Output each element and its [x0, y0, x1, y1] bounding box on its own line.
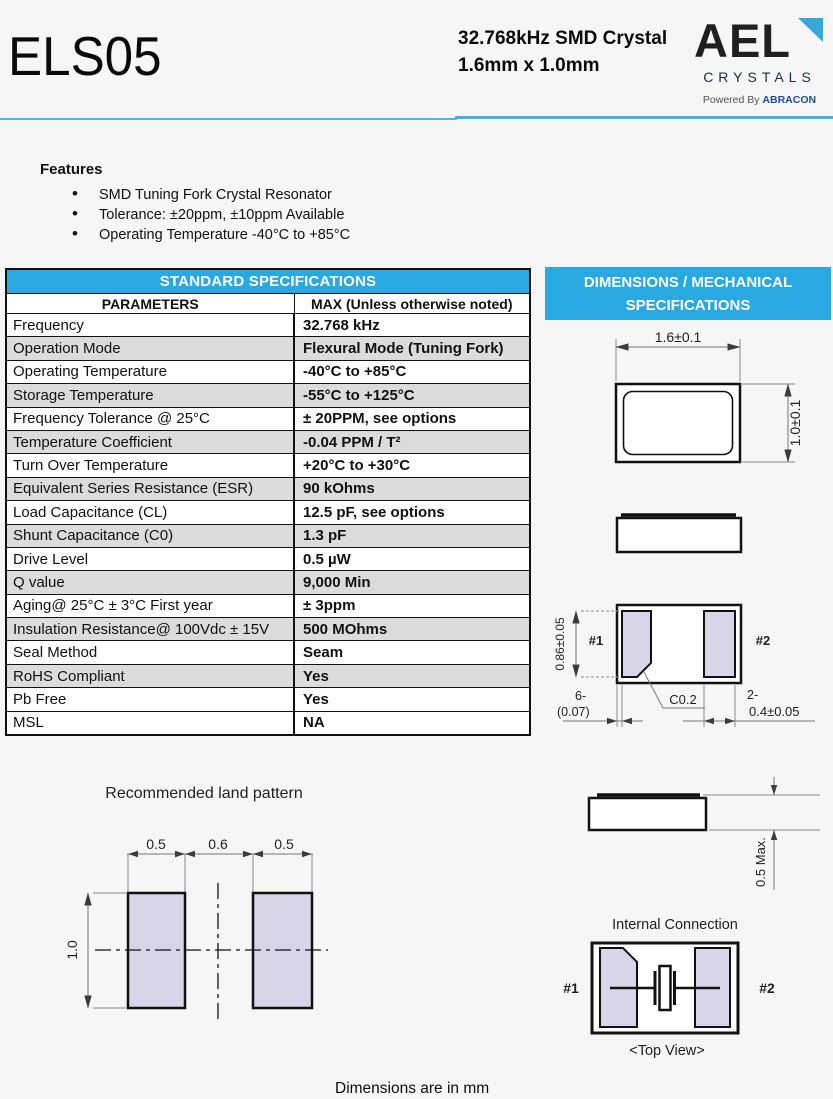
land-pattern-drawing	[50, 780, 400, 1065]
subtitle-line2: 1.6mm x 1.0mm	[458, 55, 600, 76]
spec-param: Operation Mode	[6, 337, 294, 360]
spec-param: MSL	[6, 711, 294, 734]
dimensions-panel-header	[545, 267, 831, 320]
spec-param: Q value	[6, 571, 294, 594]
ael-logo-triangle	[798, 18, 823, 42]
footer-note: Dimensions are in mm	[335, 1080, 490, 1097]
spec-param: Temperature Coefficient	[6, 430, 294, 453]
feature-item: • SMD Tuning Fork Crystal Resonator	[72, 185, 350, 205]
spec-param: Storage Temperature	[6, 384, 294, 407]
ael-logo	[686, 15, 833, 106]
spec-param: RoHS Compliant	[6, 664, 294, 687]
feature-item: • Tolerance: ±20ppm, ±10ppm Available	[72, 205, 350, 225]
table-row	[6, 314, 530, 337]
product-subtitle	[458, 25, 667, 79]
bottom-view-corner-dim: (0.07)	[557, 705, 590, 719]
header-divider-right	[455, 116, 833, 119]
table-row	[6, 618, 530, 641]
powered-by-text: Powered By	[702, 94, 763, 106]
column-header-parameters: PARAMETERS	[6, 294, 294, 314]
spec-value: 12.5 pF, see options	[294, 501, 530, 524]
spec-value: -55°C to +125°C	[294, 384, 530, 407]
internal-connection-drawing	[563, 917, 775, 1059]
spec-value: 9,000 Min	[294, 571, 530, 594]
top-view-outline	[616, 384, 740, 462]
spec-value: 32.768 kHz	[294, 314, 530, 337]
top-view-height-dim: 1.0±0.1	[787, 399, 803, 447]
table-row	[6, 477, 530, 500]
table-row	[6, 360, 530, 383]
spec-param: Turn Over Temperature	[6, 454, 294, 477]
table-row	[6, 594, 530, 617]
table-header-row	[6, 294, 530, 314]
bottom-view-chamfer-dim: C0.2	[669, 692, 697, 707]
ael-logo-wordmark: CRYSTALS	[703, 69, 816, 85]
internal-connection-title: Internal Connection	[612, 917, 738, 933]
bottom-view-pad1-label: #1	[588, 633, 604, 648]
table-title: STANDARD SPECIFICATIONS	[6, 269, 530, 294]
bottom-view-pad-width-dim: 0.4±0.05	[749, 704, 800, 719]
internal-connection-pad2-label: #2	[759, 980, 775, 996]
spec-param: Insulation Resistance@ 100Vdc ± 15V	[6, 618, 294, 641]
spec-param: Equivalent Series Resistance (ESR)	[6, 477, 294, 500]
spec-value: 90 kOhms	[294, 477, 530, 500]
side-view-drawing	[617, 515, 741, 552]
spec-param: Pb Free	[6, 688, 294, 711]
spec-value: Yes	[294, 688, 530, 711]
spec-value: NA	[294, 711, 530, 734]
internal-connection-caption: <Top View>	[629, 1043, 705, 1059]
mechanical-drawings	[543, 325, 833, 1065]
ael-logo-letters: AEL	[693, 15, 791, 63]
spec-value: ± 20PPM, see options	[294, 407, 530, 430]
internal-connection-pad1-label: #1	[563, 980, 579, 996]
bottom-view-pad1	[622, 611, 651, 677]
spec-value: Seam	[294, 641, 530, 664]
spec-value: +20°C to +30°C	[294, 454, 530, 477]
spec-param: Frequency	[6, 314, 294, 337]
header-divider-left	[0, 118, 457, 120]
bottom-view-drawing	[553, 605, 815, 727]
side-view-body	[617, 518, 741, 552]
spec-value: 1.3 pF	[294, 524, 530, 547]
spec-value: ± 3ppm	[294, 594, 530, 617]
table-row	[6, 711, 530, 734]
table-row	[6, 454, 530, 477]
table-row	[6, 688, 530, 711]
spec-param: Drive Level	[6, 547, 294, 570]
powered-by-abracon	[686, 94, 833, 106]
features-section	[40, 161, 350, 245]
land-pattern-dim-height: 1.0	[64, 940, 80, 960]
table-row	[6, 384, 530, 407]
spec-value: 0.5 µW	[294, 547, 530, 570]
page-title: ELS05	[8, 25, 162, 87]
land-pattern-title: Recommended land pattern	[105, 785, 303, 802]
spec-param: Seal Method	[6, 641, 294, 664]
dimensions-title-line1: DIMENSIONS / MECHANICAL	[583, 273, 793, 291]
column-header-max: MAX (Unless otherwise noted)	[294, 294, 530, 314]
top-view-drawing	[616, 329, 803, 462]
table-row	[6, 664, 530, 687]
spec-param: Aging@ 25°C ± 3°C First year	[6, 594, 294, 617]
subtitle-line1: 32.768kHz SMD Crystal	[458, 28, 668, 49]
side-view2-height-dim: 0.5 Max.	[753, 837, 768, 887]
land-pattern-dim-left: 0.5	[146, 836, 166, 852]
spec-param: Load Capacitance (CL)	[6, 501, 294, 524]
table-row	[6, 547, 530, 570]
ael-logo-mark	[694, 15, 826, 63]
bottom-view-pad2	[704, 611, 735, 677]
land-pattern-dim-right: 0.5	[274, 836, 294, 852]
spec-value: 500 MOhms	[294, 618, 530, 641]
standard-specifications-table	[5, 268, 531, 736]
dimensions-title-line2: SPECIFICATIONS	[625, 296, 751, 314]
bottom-view-corner-count: 6-	[575, 689, 587, 703]
side-view-height-drawing	[589, 777, 820, 890]
spec-param: Shunt Capacitance (C0)	[6, 524, 294, 547]
top-view-width-dim: 1.6±0.1	[654, 329, 702, 345]
abracon-brand: ABRACON	[762, 94, 817, 106]
spec-value: Yes	[294, 664, 530, 687]
table-row	[6, 571, 530, 594]
table-row	[6, 337, 530, 360]
table-title-row	[6, 269, 530, 294]
bottom-view-pad-count: 2-	[747, 688, 759, 702]
features-list	[72, 185, 350, 245]
side-view2-body	[589, 798, 706, 830]
table-row	[6, 524, 530, 547]
spec-value: -40°C to +85°C	[294, 360, 530, 383]
land-pattern-dim-gap: 0.6	[208, 836, 228, 852]
table-row	[6, 501, 530, 524]
bottom-view-pad-height-dim: 0.86±0.05	[553, 617, 567, 671]
feature-item: • Operating Temperature -40°C to +85°C	[72, 225, 350, 245]
table-row	[6, 430, 530, 453]
bottom-view-pad2-label: #2	[755, 633, 771, 648]
spec-param: Operating Temperature	[6, 360, 294, 383]
spec-value: Flexural Mode (Tuning Fork)	[294, 337, 530, 360]
spec-param: Frequency Tolerance @ 25°C	[6, 407, 294, 430]
table-row	[6, 641, 530, 664]
table-row	[6, 407, 530, 430]
spec-value: -0.04 PPM / T²	[294, 430, 530, 453]
features-title: Features	[40, 161, 103, 178]
